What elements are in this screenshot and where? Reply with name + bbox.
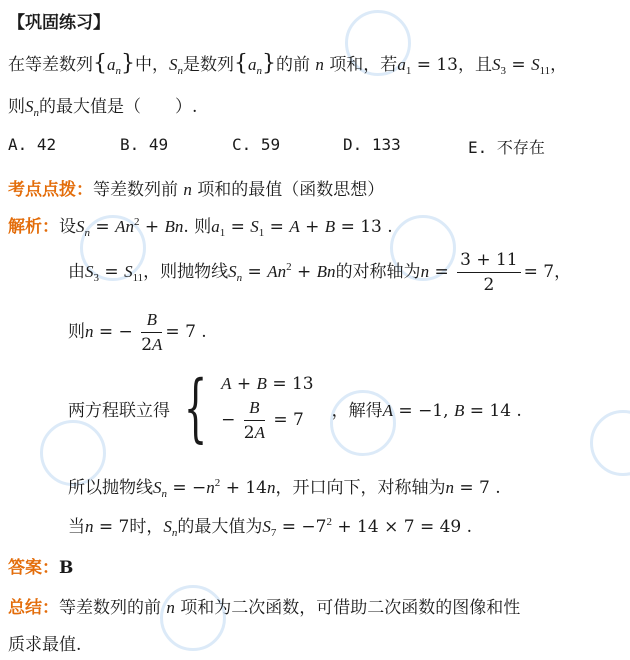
answer-label: 答案： <box>8 558 59 578</box>
summary-label: 总结： <box>8 598 59 618</box>
answer: 答案：B <box>8 558 74 578</box>
analysis-line-2: 由$S_3 = S_{11}$，则抛物线$S_n = An^2 + Bn$的对称轴为n = $\frac{3 + 11}{2}$ = 7， <box>68 250 572 295</box>
analysis-label: 解析： <box>8 217 59 237</box>
summary-line-1: 总结：等差数列的前 n 项和为二次函数，可借助二次函数的图像和性 <box>8 598 521 618</box>
analysis-line-5: 所以抛物线$S_n = -n^2 + 14n$，开口向下，对称轴为n = 7 . <box>68 477 501 500</box>
question-line-2: 则$S_n$的最大值是（ ）. <box>8 97 198 119</box>
watermark-logo <box>590 410 630 476</box>
analysis-line-1: 解析：设$S_n = An^2 + Bn$. 则$a_1 = S_1 = A + B = 13$ . <box>8 216 393 239</box>
key-point-label: 考点点拨： <box>8 180 93 200</box>
summary-line-2: 质求最值. <box>8 635 82 655</box>
section-title: 【巩固练习】 <box>8 13 110 33</box>
option-b[interactable]: B. 49 <box>120 135 169 154</box>
option-c[interactable]: C. 59 <box>232 135 281 154</box>
key-point: 考点点拨：等差数列前 n 项和的最值（函数思想） <box>8 180 385 200</box>
analysis-line-4: 两方程联立得 { A + B = 13 − $\frac{B}{2A}$ = 7 ，解得A = −1, B = 14 . <box>68 365 522 451</box>
analysis-line-3: 则n = − $\frac{B}{2A}$ = 7 . <box>68 310 207 355</box>
option-a[interactable]: A. 42 <box>8 135 57 154</box>
option-d[interactable]: D. 133 <box>343 135 401 154</box>
option-e[interactable]: E. 不存在 <box>468 138 545 157</box>
analysis-line-6: 当n = 7时，$S_n$的最大值为$S_7 = -7^2 + 14 \times 7 = 49$ . <box>68 516 473 539</box>
question-line-1: 在等差数列$\{a_n\}$中，$S_n$是数列$\{a_n\}$的前 n 项和，若$a_1 = 13$，且$S_3 = S_{11}$， <box>8 51 568 77</box>
